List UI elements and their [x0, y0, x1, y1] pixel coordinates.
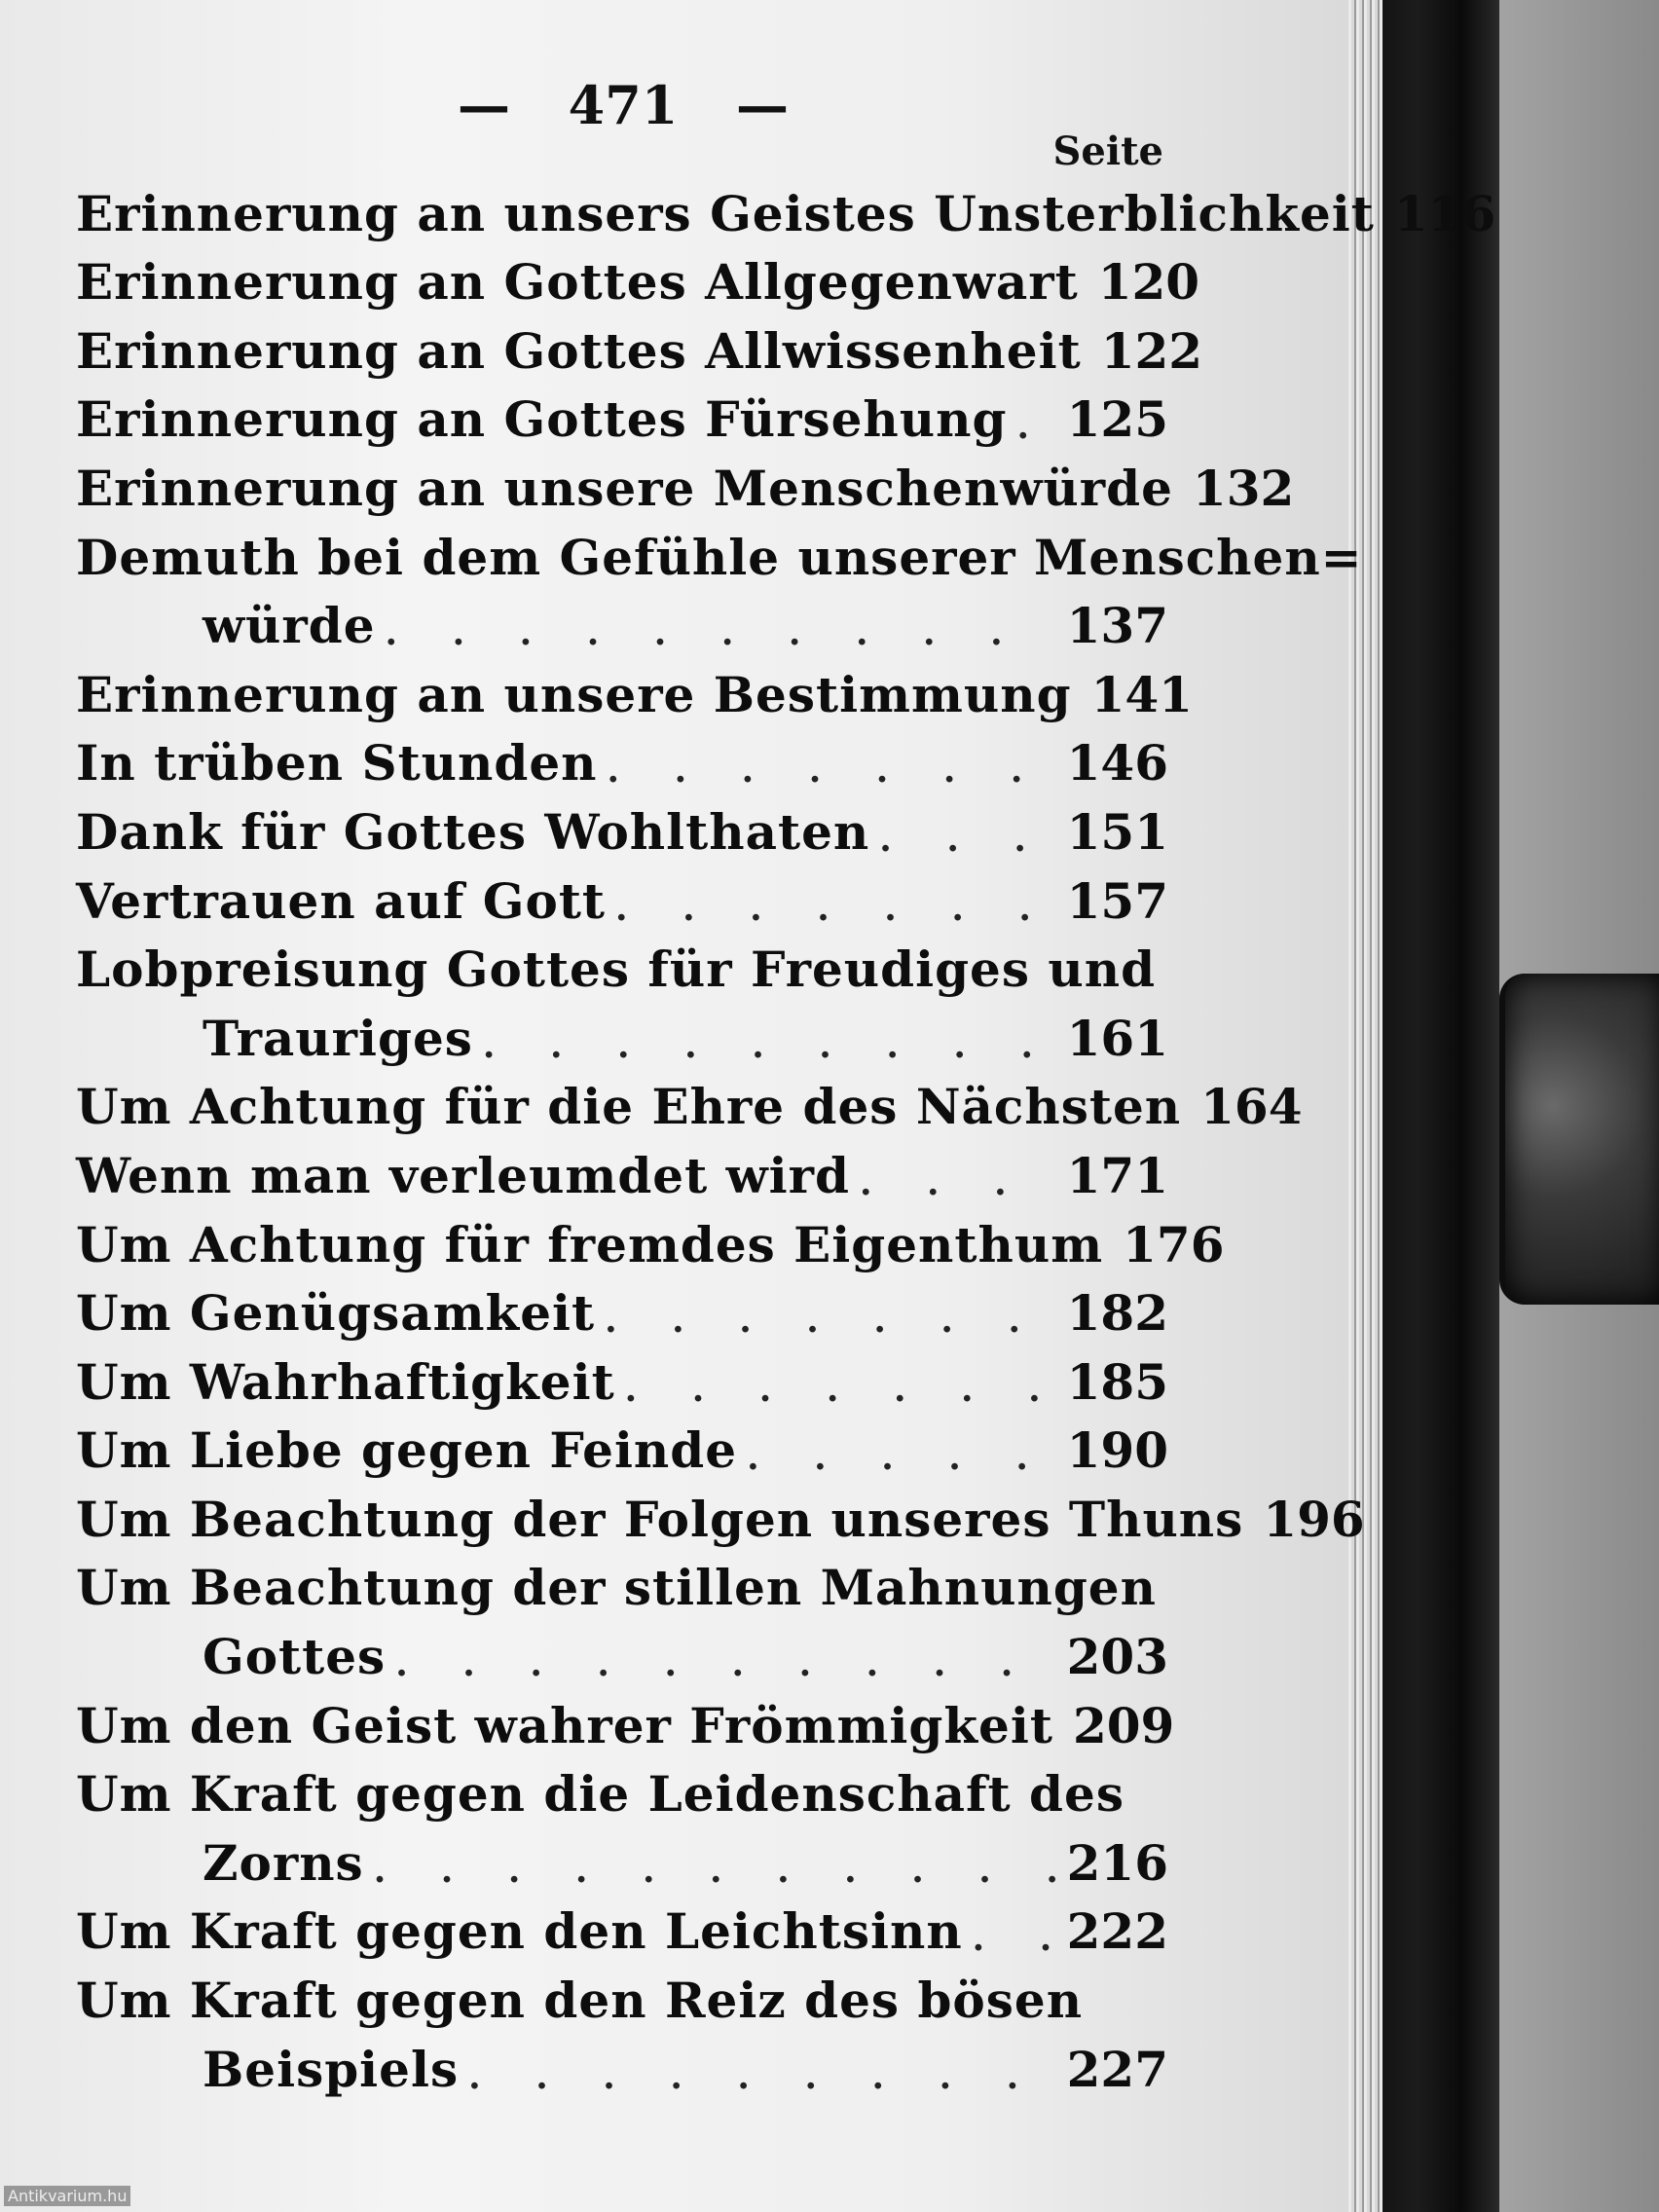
toc-entry-page: 125 [1066, 390, 1168, 449]
book-binding [1373, 0, 1499, 2212]
toc-entry-title: Um Kraft gegen den Leichtsinn [76, 1902, 963, 1961]
toc-entry [76, 654, 1193, 723]
leader-dots [747, 1440, 1057, 1475]
toc-entry-page: 122 [1100, 321, 1203, 380]
toc-entry [76, 517, 1363, 586]
toc-entry-page: 209 [1072, 1696, 1175, 1754]
toc-entry-title: Lobpreisung Gottes für Freudiges und [76, 940, 1157, 999]
watermark: Antikvarium.hu [4, 2186, 130, 2206]
toc-entry [76, 1823, 1168, 1892]
toc-entry-title: Wenn man verleumdet wird [76, 1146, 850, 1204]
header-dash-right: — [735, 74, 789, 136]
toc-entry [76, 173, 1496, 242]
toc-entry-title: Um Beachtung der Folgen unseres Thuns [76, 1490, 1244, 1548]
toc-entry-page: 216 [1066, 1833, 1168, 1892]
toc-entry-page: 120 [1097, 253, 1200, 312]
toc-entry-page: 176 [1123, 1215, 1225, 1273]
toc-entry-title: Um Achtung für die Ehre des Nächsten [76, 1078, 1182, 1136]
toc-entry-title: Um Achtung für fremdes Eigenthum [76, 1215, 1104, 1273]
toc-entry-page: 137 [1066, 597, 1168, 655]
toc-entry [76, 1411, 1168, 1480]
toc-entry-title: Um Genügsamkeit [76, 1284, 596, 1343]
toc-entry-page: 151 [1066, 802, 1168, 861]
leader-dots [374, 1853, 1057, 1888]
leader-dots [1016, 409, 1056, 444]
leader-dots [625, 1372, 1057, 1407]
leader-dots [615, 891, 1057, 926]
toc-entry [76, 1204, 1225, 1273]
toc-entry-page: 146 [1066, 734, 1168, 793]
toc-entry [76, 1548, 1168, 1617]
page-number: 471 [568, 74, 679, 136]
toc-entry-page: 132 [1192, 459, 1295, 517]
toc-entry [76, 1342, 1168, 1411]
toc-entry [76, 792, 1168, 861]
leader-dots [879, 822, 1056, 857]
toc-entry-title: Um Beachtung der stillen Mahnungen [76, 1559, 1157, 1617]
toc-entry-page: 182 [1066, 1284, 1168, 1343]
toc-entry [76, 311, 1203, 380]
toc-entry-page: 190 [1066, 1421, 1168, 1480]
leader-dots [608, 753, 1057, 788]
toc-entry-page: 161 [1066, 1009, 1168, 1067]
leader-dots [860, 1165, 1057, 1200]
leader-dots [386, 615, 1057, 650]
toc-entry-title: Gottes [203, 1628, 387, 1686]
page-edges [1344, 0, 1382, 2212]
leader-dots [605, 1303, 1057, 1338]
table-of-contents [76, 173, 1496, 2098]
toc-entry-page: 171 [1066, 1146, 1168, 1204]
toc-entry-page: 141 [1090, 665, 1193, 723]
toc-entry-title: Beispiels [203, 2040, 460, 2098]
toc-entry [76, 930, 1168, 999]
toc-entry [76, 1892, 1168, 1961]
toc-entry-title: Erinnerung an unsers Geistes Unsterblichkeit [76, 184, 1375, 242]
toc-entry-title: würde [203, 597, 376, 655]
toc-entry-title: Um Wahrhaftigkeit [76, 1352, 615, 1411]
toc-entry [76, 2029, 1168, 2098]
toc-entry-title: Erinnerung an unsere Menschenwürde [76, 459, 1173, 517]
toc-entry-title: Demuth bei dem Gefühle unserer Menschen= [76, 528, 1363, 586]
toc-entry [76, 1960, 1168, 2029]
toc-entry-title: Vertrauen auf Gott [76, 871, 607, 930]
toc-entry-title: Um den Geist wahrer Frömmigkeit [76, 1696, 1053, 1754]
toc-entry-page: 222 [1066, 1902, 1168, 1961]
header-dash-left: — [458, 74, 510, 136]
toc-entry-page: 164 [1200, 1078, 1303, 1136]
toc-entry-title: Erinnerung an unsere Bestimmung [76, 665, 1072, 723]
toc-entry [76, 242, 1200, 312]
toc-entry-page: 227 [1066, 2040, 1168, 2098]
toc-entry-title: Um Liebe gegen Feinde [76, 1421, 738, 1480]
toc-entry [76, 1479, 1365, 1548]
toc-entry [76, 1616, 1168, 1685]
toc-entry [76, 723, 1168, 793]
seite-column-label: Seite [1052, 129, 1163, 174]
toc-entry [76, 1273, 1168, 1343]
leader-dots [468, 2059, 1056, 2094]
toc-entry-page: 116 [1393, 184, 1496, 242]
toc-entry-title: Um Kraft gegen den Reiz des bösen [76, 1972, 1084, 2030]
toc-entry-title: Erinnerung an Gottes Allgegenwart [76, 253, 1079, 312]
toc-entry-title: In trüben Stunden [76, 734, 598, 793]
page-header [458, 76, 789, 134]
toc-entry-page: 185 [1066, 1352, 1168, 1411]
toc-entry-page: 196 [1263, 1490, 1365, 1548]
toc-entry [76, 1685, 1175, 1754]
toc-entry [76, 998, 1168, 1067]
leader-dots [483, 1028, 1057, 1063]
toc-entry-title: Dank für Gottes Wohlthaten [76, 802, 870, 861]
leader-dots [973, 1921, 1057, 1956]
toc-entry [76, 1135, 1168, 1204]
metal-clasp [1499, 974, 1659, 1305]
leader-dots [395, 1646, 1056, 1681]
toc-entry [76, 448, 1295, 517]
toc-entry-page: 157 [1066, 871, 1168, 930]
toc-entry [76, 861, 1168, 930]
toc-entry [76, 380, 1168, 449]
toc-entry-title: Erinnerung an Gottes Allwissenheit [76, 321, 1082, 380]
toc-entry-title: Zorns [203, 1833, 364, 1892]
toc-entry-title: Um Kraft gegen die Leidenschaft des [76, 1765, 1124, 1824]
toc-entry-title: Trauriges [203, 1009, 473, 1067]
toc-entry-page: 203 [1066, 1628, 1168, 1686]
toc-entry-title: Erinnerung an Gottes Fürsehung [76, 390, 1008, 449]
toc-entry [76, 586, 1168, 655]
toc-entry [76, 1754, 1168, 1824]
toc-entry [76, 1067, 1303, 1136]
